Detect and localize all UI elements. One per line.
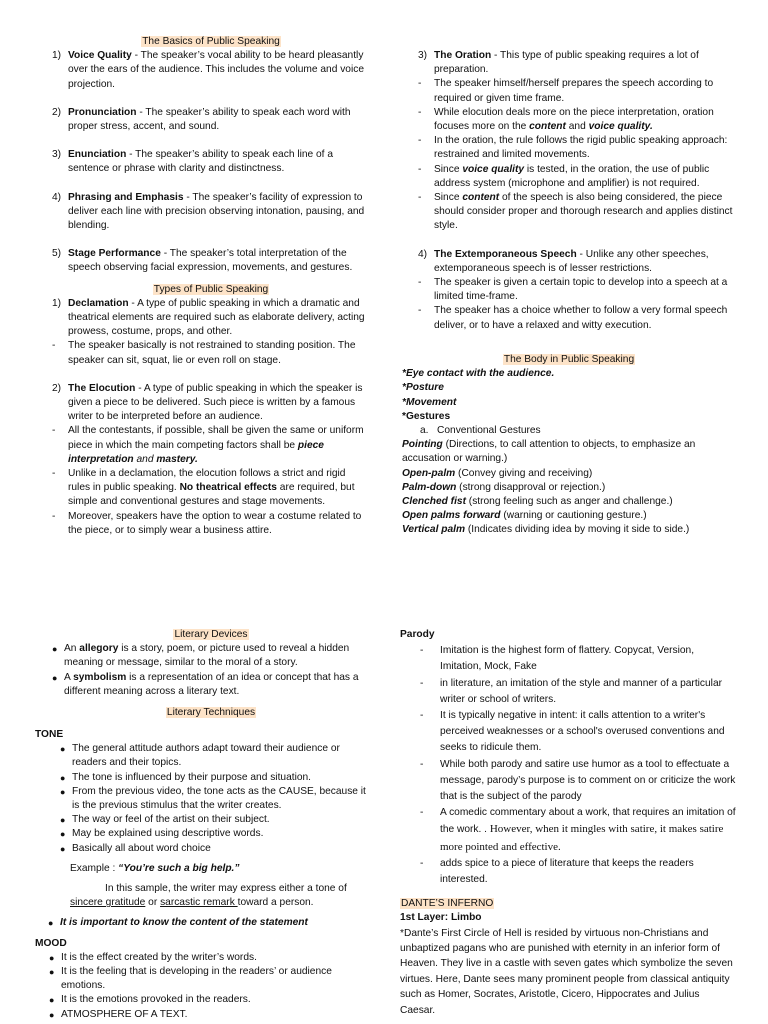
body-gestures: *Gestures [402, 410, 451, 422]
gesture-item: Open-palm (Convey giving and receiving) [402, 467, 593, 479]
parody-list [400, 643, 736, 805]
body-section [402, 353, 736, 538]
body-posture: *Posture [402, 382, 444, 394]
elocution-dash-2: - Unlike in a declamation, the elocution follows a strict and rigid rules in public speaking. No theatrical effects are required, but simple and conventional gestures and stage movements. [52, 468, 355, 508]
parody-item-6: - adds spice to a piece of literature that keeps the readers interested. [420, 857, 694, 886]
dante-title: DANTE’S INFERNO [401, 898, 494, 910]
mood-item: ● It is the emotions provoked in the readers. [49, 994, 251, 1006]
types-title: Types of Public Speaking [153, 283, 269, 295]
basics-item: 2) Pronunciation - The speaker’s ability to speak each word with proper stress, accent, and sound. [52, 106, 351, 133]
body-title: The Body in Public Speaking [503, 354, 635, 365]
tone-example: Example : “You’re such a big help.” [70, 862, 240, 874]
oration-item: 3) The Oration - This type of public speaking requires a lot of preparation. [418, 50, 699, 76]
tone-section [35, 728, 370, 1022]
dante-text: *Dante’s First Circle of Hell is resided by virtuous non-Christians and unbaptized pagans who are punished with eternity in an inferior form of Heaven. They live in a castle with seven gates which symbolize the seven virtues. Here, Dante sees many prominent people from classical antiquity such as Homer, Socrates, Aristotle, Cicero, Hippocrates and Julius Caesar. [400, 927, 733, 1016]
oration-dash-5: - Since content of the speech is also being considered, the piece should consider proper and thorough research and applies distinct style. [418, 192, 733, 232]
declamation-dash: - The speaker basically is not restrained to standing position. The speaker can sit, squat, lie or even roll on stage. [52, 340, 356, 366]
basics-item: 3) Enunciation - The speaker’s ability to speak each line of a sentence or phrase with clarity and distinctness. [52, 149, 333, 175]
gesture-item: Open palms forward (warning or cautioning gesture.) [402, 510, 647, 522]
gesture-item: Pointing (Directions, to call attention to objects, to emphasize an accusation or warning.) [402, 439, 696, 465]
gesture-list [402, 438, 736, 537]
allegory-item: ● An allegory is a story, poem, or picture used to reveal a hidden meaning or message, similar to the moral of a story. [52, 643, 350, 669]
oration-dash-4: - Since voice quality is tested, in the oration, the use of public address system (microphone and amplifier) is not required. [418, 163, 710, 189]
gesture-item: Palm-down (strong disapproval or rejection.) [402, 481, 606, 493]
oration-section [418, 49, 736, 333]
devices-title: Literary Devices [174, 629, 248, 640]
gesture-item: Vertical palm (Indicates dividing idea by moving it side to side.) [402, 524, 690, 536]
dante-layer: 1st Layer: Limbo [400, 912, 482, 924]
body-sub-a: a. Conventional Gestures [420, 425, 541, 437]
parody-item: - While both parody and satire use humor as a tool to effectuate a message, parody’s purpose is to comment on or criticize the work that is the subject of the parody [420, 758, 736, 803]
parody-heading: Parody [400, 629, 435, 640]
oration-dash-3: - In the oration, the rule follows the rigid public speaking approach: restrained and limited movements. [418, 135, 728, 161]
tone-heading: TONE [35, 729, 64, 740]
elocution-item: 2) The Elocution - A type of public speaking in which the speaker is given a piece to be delivered. Such piece is written by a famous writer to be interpreted before an audience. [52, 382, 363, 423]
mood-list [35, 951, 370, 1022]
tone-item: ● The tone is influenced by their purpose and situation. [60, 771, 311, 783]
tone-item: ● The way or feel of the artist on their subject. [60, 814, 270, 826]
parody-section [400, 628, 736, 1018]
oration-dash-2: - While elocution deals more on the piece interpretation, oration focuses more on the content and voice quality. [418, 106, 714, 133]
basics-item: 1) Voice Quality - The speaker’s vocal ability to be heard pleasantly over the ears of the audience. This includes the volume and voice projection. [52, 50, 364, 90]
extemp-dash-1: - The speaker is given a certain topic to develop into a speech at a limited time-frame. [418, 277, 728, 303]
body-movement: *Movement [402, 396, 457, 408]
extemp-item: 4) The Extemporaneous Speech - Unlike any other speeches, extemporaneous speech is of lesser restrictions. [418, 248, 709, 274]
oration-dash-1: - The speaker himself/herself prepares the speech according to required or given time frame. [418, 78, 714, 104]
tone-item: ● Basically all about word choice [60, 842, 211, 854]
tone-sample: In this sample, the writer may express either a tone of sincere gratitude or sarcastic remark toward a person. [70, 883, 347, 909]
basics-item: 4) Phrasing and Emphasis - The speaker’s facility of expression to deliver each line with precision observing intonation, pausing, and blending. [52, 191, 365, 232]
basics-section [52, 35, 370, 538]
important-note: ● It is important to know the content of the statement [48, 917, 308, 929]
parody-item: - Imitation is the highest form of flattery. Copycat, Version, Imitation, Mock, Fake [420, 645, 695, 673]
mood-item: ● ATMOSPHERE OF A TEXT. [49, 1008, 188, 1020]
mood-heading: MOOD [35, 937, 67, 949]
mood-item: ● It is the feeling that is developing in the readers’ or audience emotions. [49, 966, 332, 992]
elocution-dash-1: - All the contestants, if possible, shall be given the same or uniform piece in which the main competing factors shall be piece interpretation and mastery. [52, 425, 364, 465]
tone-item: ● May be explained using descriptive words. [60, 828, 264, 840]
extemp-dash-2: - The speaker has a choice whether to follow a very formal speech deliver, or to have a relaxed and witty execution. [418, 305, 728, 331]
basics-title: The Basics of Public Speaking [142, 36, 280, 47]
tone-list [35, 742, 370, 856]
basics-item: 5) Stage Performance - The speaker’s total interpretation of the speech observing facial expression, movements, and gestures. [52, 248, 353, 274]
body-eye: *Eye contact with the audience. [402, 368, 555, 380]
techniques-title: Literary Techniques [166, 707, 256, 719]
tone-item: ● From the previous video, the tone acts as the CAUSE, because it is the previous stimulus that the writer creates. [60, 785, 366, 812]
parody-item: - in literature, an imitation of the style and manner of a particular writer or school of writers. [420, 677, 723, 705]
parody-item: - It is typically negative in intent: it calls attention to a writer's perceived weaknesses or a school's overused conventions and seeks to ridicule them. [420, 710, 725, 754]
declamation-item: 1) Declamation - A type of public speaking in which a dramatic and theatrical elements are required such as elaborate delivery, acting prowess, costume, props, and other. [52, 297, 365, 338]
tone-item: ● The general attitude authors adapt toward their audience or readers and their topics. [60, 743, 340, 769]
basics-list [52, 49, 370, 275]
devices-section [52, 628, 370, 720]
gesture-item: Clenched fist (strong feeling such as anger and challenge.) [402, 496, 673, 508]
parody-item-5: - A comedic commentary about a work, that requires an imitation of the work. . However, when it mingles with satire, it makes satire more pointed and effective. [420, 807, 736, 853]
mood-item: ● It is the effect created by the writer’s words. [49, 951, 257, 963]
elocution-dash-3: - Moreover, speakers have the option to wear a costume related to the piece, or to simply wear a business attire. [52, 510, 362, 536]
symbolism-item: ● A symbolism is a representation of an idea or concept that has a different meaning across a literary text. [52, 671, 359, 697]
